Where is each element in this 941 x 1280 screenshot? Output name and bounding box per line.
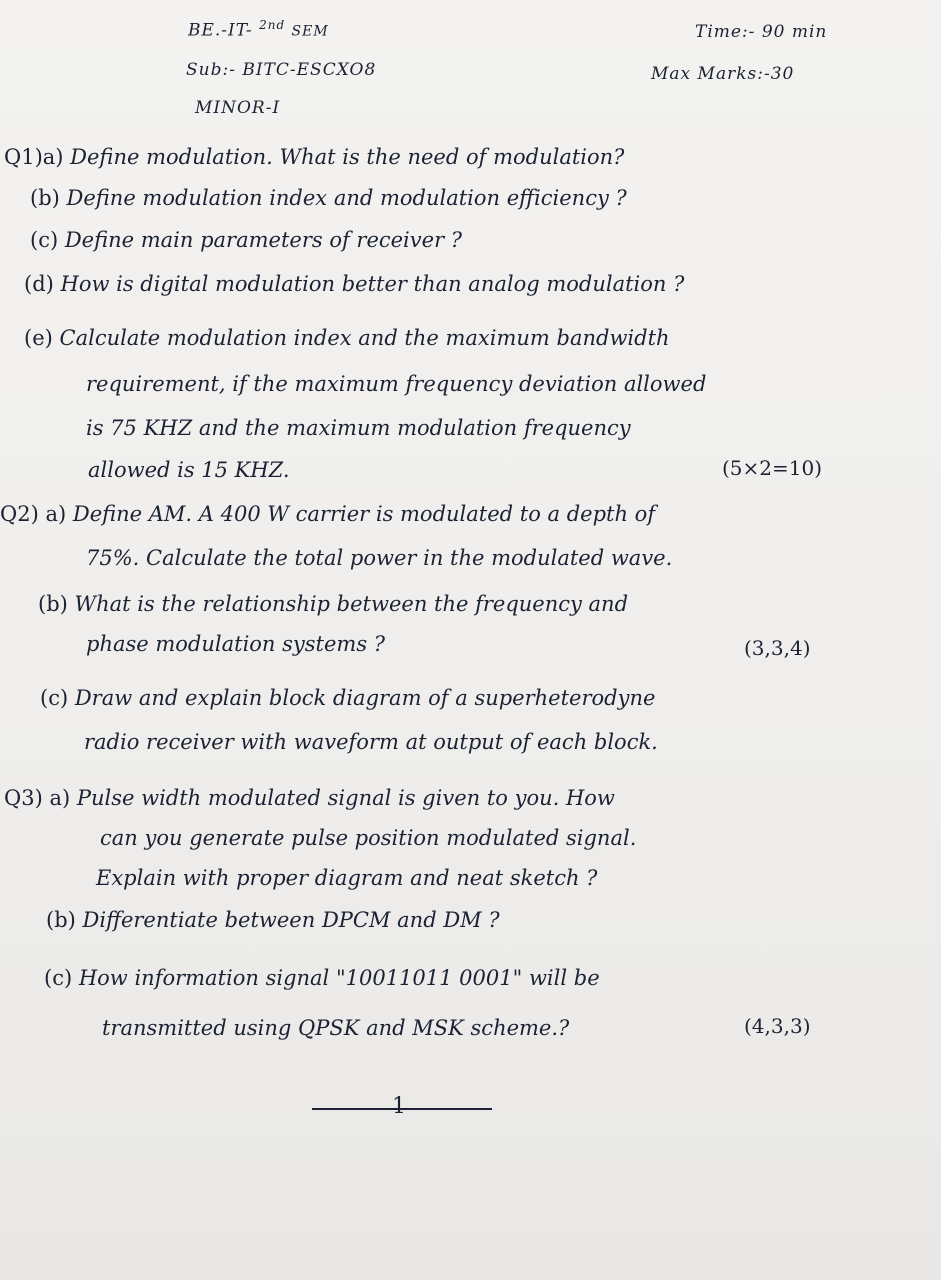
end-mark: 1: [392, 1094, 406, 1119]
q3a-line3: Explain with proper diagram and neat sketch ?: [96, 866, 598, 890]
q1b-tag: (b): [30, 186, 60, 210]
q3-marks: (4,3,3): [744, 1014, 811, 1038]
q1e-line1: [24, 326, 670, 350]
q3b-text: Differentiate between DPCM and DM ?: [82, 908, 500, 932]
q2b-text-1: What is the relationship between the frequency and: [74, 592, 629, 616]
q2b-tag: (b): [38, 592, 68, 616]
q3b: [46, 908, 500, 932]
subject-code: Sub:- BITC-ESCXO8: [186, 60, 377, 80]
q1a-tag: Q1)a): [4, 145, 64, 169]
q2c-line1: [40, 686, 655, 710]
q1c-text: Define main parameters of receiver ?: [64, 228, 463, 252]
course-prefix: BE.-IT-: [188, 20, 253, 41]
course-line: [188, 18, 329, 41]
course-suffix: SEM: [291, 23, 329, 40]
q1d: [24, 272, 684, 296]
q1b-text: Define modulation index and modulation efficiency ?: [66, 186, 627, 210]
q2a-text-1: Define AM. A 400 W carrier is modulated to a depth of: [72, 502, 656, 526]
q2c-tag: (c): [40, 686, 69, 710]
exam-time: Time:- 90 min: [695, 22, 828, 42]
q1d-text: How is digital modulation better than analog modulation ?: [60, 272, 685, 296]
course-sup: 2nd: [259, 18, 286, 32]
q3c-tag: (c): [44, 966, 73, 990]
q3a-tag: Q3) a): [4, 786, 71, 810]
q3a-line1: [4, 786, 615, 810]
q1-marks: (5×2=10): [722, 456, 823, 480]
q1a: [4, 145, 624, 169]
q2b-line2: phase modulation systems ?: [86, 632, 386, 656]
q1c-tag: (c): [30, 228, 59, 252]
q1e-text-1: Calculate modulation index and the maximum bandwidth: [59, 326, 670, 350]
q1e-line3: is 75 KHZ and the maximum modulation frequency: [86, 416, 631, 440]
q3a-text-1: Pulse width modulated signal is given to you. How: [76, 786, 615, 810]
q3c-line2: transmitted using QPSK and MSK scheme.?: [102, 1016, 570, 1040]
q1e-line4: allowed is 15 KHZ.: [88, 458, 290, 482]
q2a-tag: Q2) a): [0, 502, 67, 526]
exam-title: MINOR-I: [195, 98, 281, 118]
q3c-line1: [44, 966, 600, 990]
q2c-line2: radio receiver with waveform at output of each block.: [84, 730, 658, 754]
q2b-line1: [38, 592, 628, 616]
q2a-line1: [0, 502, 655, 526]
q3c-text-1: How information signal "10011011 0001" will be: [78, 966, 600, 990]
q1e-line2: requirement, if the maximum frequency deviation allowed: [86, 372, 707, 396]
q1a-text: Define modulation. What is the need of modulation?: [70, 145, 625, 169]
q3a-line2: can you generate pulse position modulated signal.: [100, 826, 637, 850]
q3b-tag: (b): [46, 908, 76, 932]
q2a-line2: 75%. Calculate the total power in the modulated wave.: [86, 546, 673, 570]
q2-marks: (3,3,4): [744, 636, 811, 660]
max-marks: Max Marks:-30: [651, 64, 795, 84]
q1c: [30, 228, 462, 252]
q1e-tag: (e): [24, 326, 53, 350]
q1d-tag: (d): [24, 272, 54, 296]
q1b: [30, 186, 627, 210]
q2c-text-1: Draw and explain block diagram of a superheterodyne: [74, 686, 656, 710]
